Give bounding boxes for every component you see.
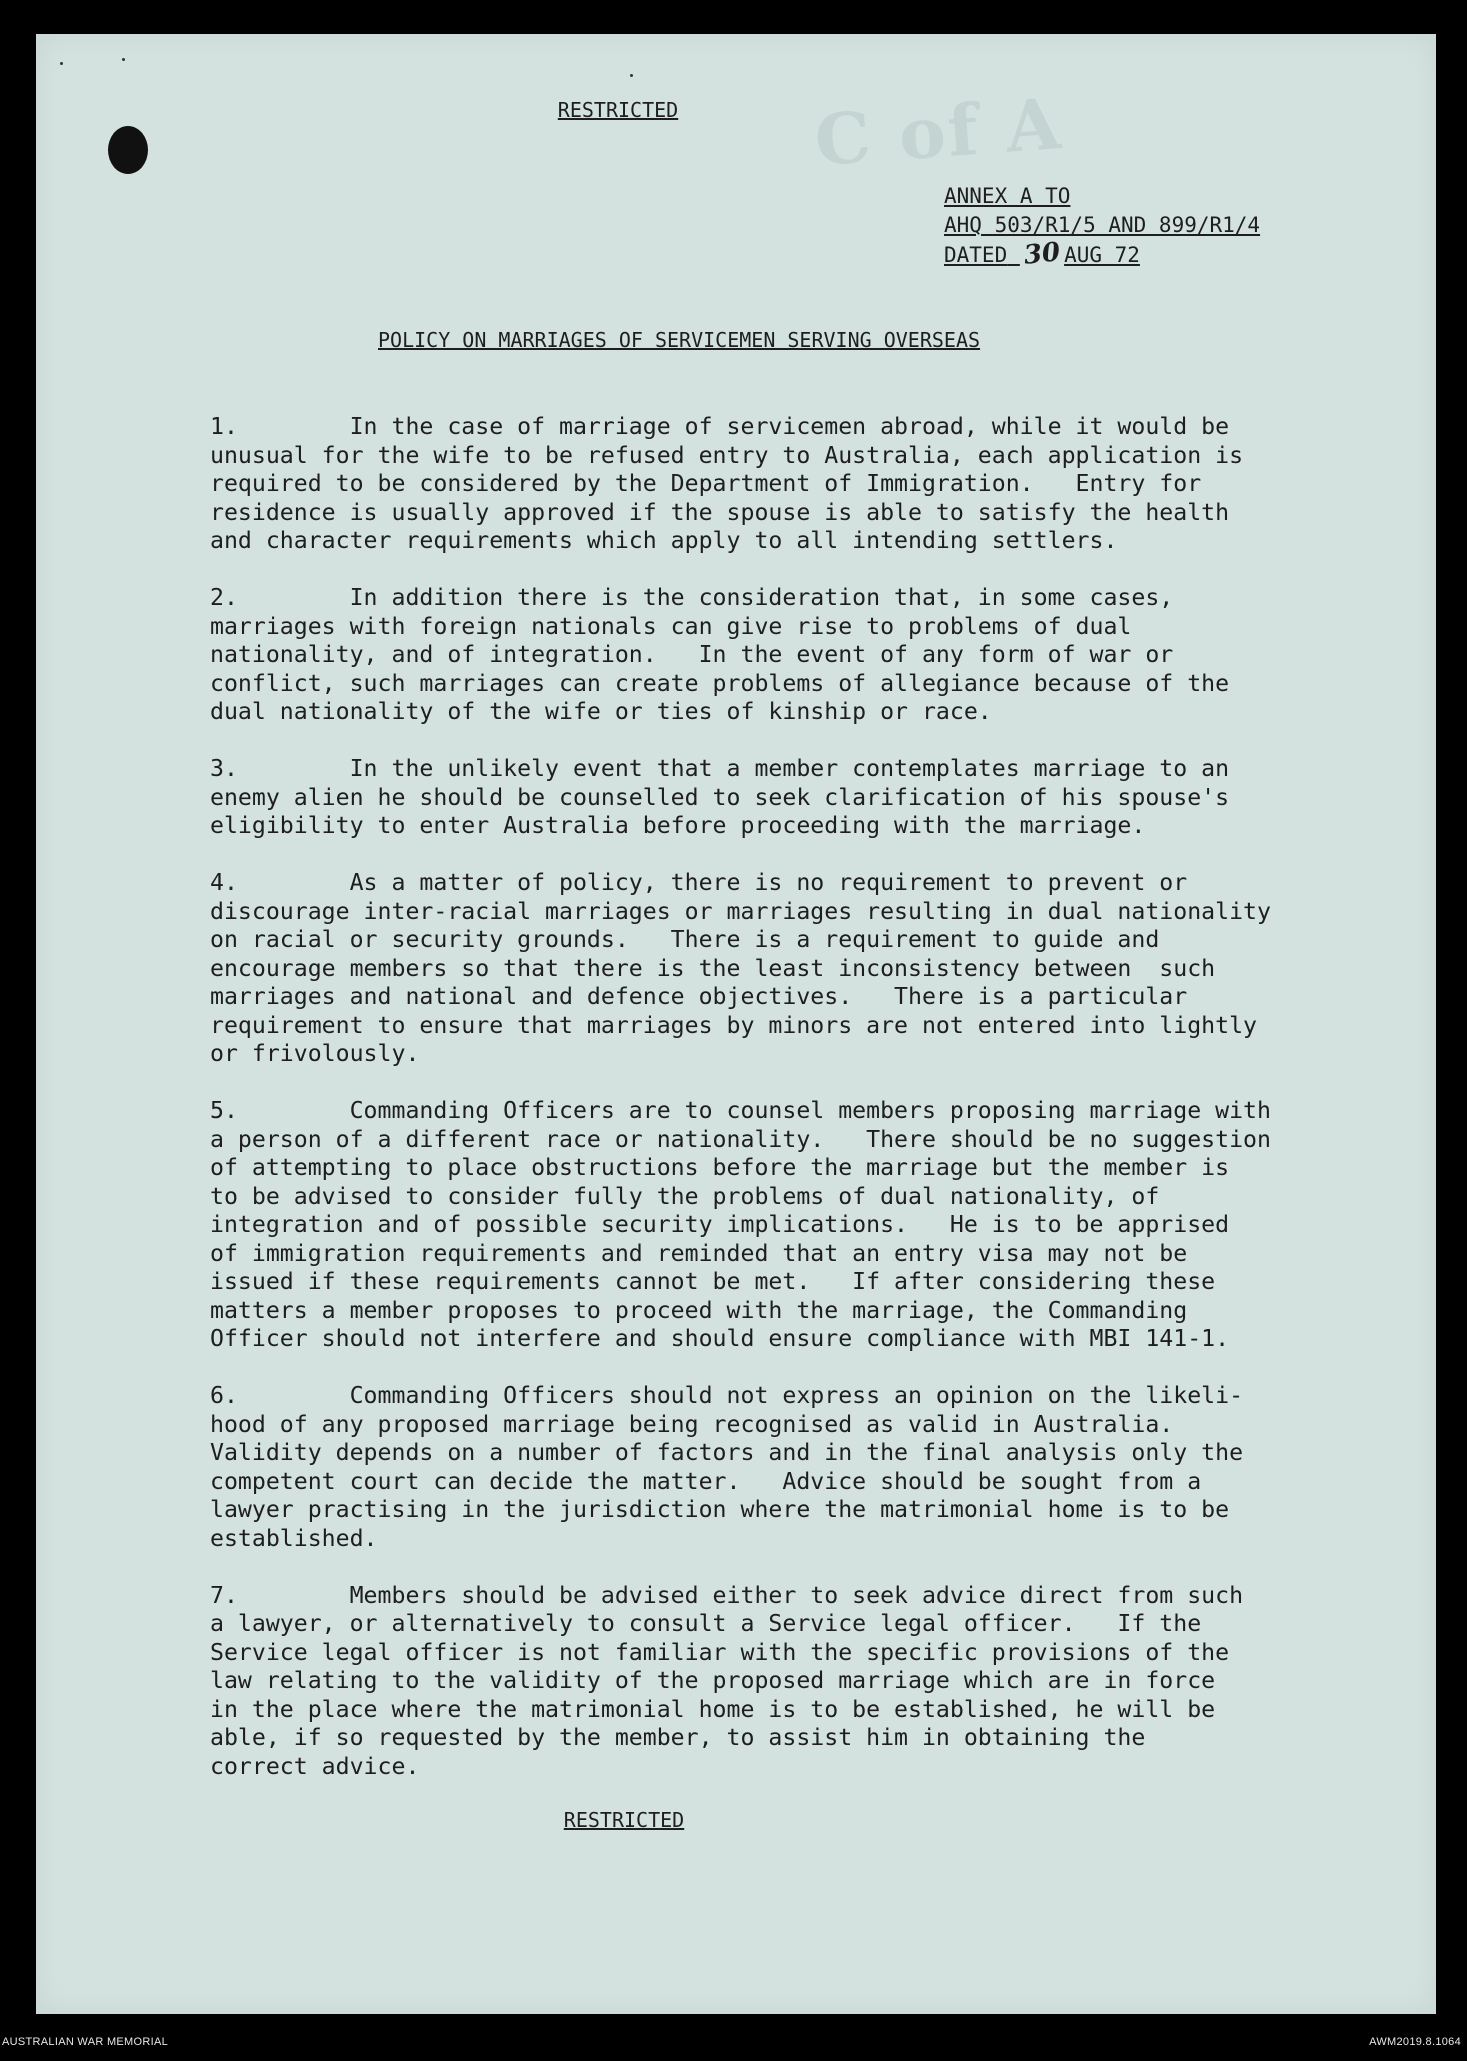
speck — [60, 62, 63, 65]
text-line: marriages and national and defence objectives. There is a particular — [210, 983, 1188, 1010]
text-line: matters a member proposes to proceed with the marriage, the Commanding — [210, 1296, 1188, 1324]
dated-label: DATED — [944, 243, 1008, 267]
annex-date-line — [944, 237, 1364, 271]
paragraph-1 — [210, 413, 1350, 556]
classification-top: RESTRICTED — [557, 98, 679, 122]
watermark-seal: C of A — [812, 82, 1065, 183]
text-line: 2. In addition there is the consideration that, in some cases, — [210, 584, 1174, 611]
text-line: residence is usually approved if the spouse is able to satisfy the health — [210, 498, 1230, 526]
text-line: in the place where the matrimonial home is to be established, he will be — [210, 1695, 1216, 1723]
annex-line-1: ANNEX A TO — [944, 184, 1071, 208]
text-line: marriages with foreign nationals can give rise to problems of dual — [210, 612, 1132, 640]
text-line: discourage inter-racial marriages or marriages resulting in dual nationality — [210, 897, 1271, 925]
text-line: conflict, such marriages can create problems of allegiance because of the — [210, 669, 1230, 697]
text-line: to be advised to consider fully the problems of dual nationality, of — [210, 1182, 1160, 1210]
text-line: able, if so requested by the member, to assist him in obtaining the — [210, 1724, 1146, 1751]
annex-line-2: AHQ 503/R1/5 AND 899/R1/4 — [944, 213, 1261, 237]
paragraph-7 — [210, 1582, 1350, 1782]
text-line: requirement to ensure that marriages by minors are not entered into lightly — [210, 1011, 1258, 1039]
paragraph-6 — [210, 1382, 1350, 1553]
text-line: 7. Members should be advised either to seek advice direct from such — [210, 1581, 1244, 1609]
text-line: required to be considered by the Department of Immigration. Entry for — [210, 470, 1202, 497]
text-line: or frivolously. — [210, 1040, 420, 1067]
text-line: issued if these requirements cannot be met. If after considering these — [210, 1268, 1216, 1295]
document-body — [210, 413, 1350, 1810]
text-line: Validity depends on a number of factors and in the final analysis only the — [210, 1439, 1244, 1466]
punch-hole — [108, 126, 148, 174]
handwritten-day: 30 — [1022, 237, 1062, 271]
document-title: POLICY ON MARRIAGES OF SERVICEMEN SERVING OVERSEAS — [378, 328, 981, 352]
text-line: Officer should not interfere and should ensure compliance with MBI 141-1. — [210, 1325, 1230, 1352]
paragraph-2 — [210, 584, 1350, 727]
text-line: dual nationality of the wife or ties of kinship or race. — [210, 698, 992, 725]
dated-rest: AUG 72 — [1064, 243, 1140, 267]
text-line: correct advice. — [210, 1752, 420, 1780]
text-line: of immigration requirements and reminded that an entry visa may not be — [210, 1239, 1188, 1267]
paragraph-4 — [210, 869, 1350, 1069]
classification-bottom: RESTRICTED — [563, 1808, 685, 1832]
text-line: 5. Commanding Officers are to counsel members proposing marriage with — [210, 1097, 1271, 1124]
text-line: 4. As a matter of policy, there is no requirement to prevent or — [210, 869, 1188, 896]
text-line: lawyer practising in the jurisdiction where the matrimonial home is to be — [210, 1496, 1230, 1523]
text-line: hood of any proposed marriage being recognised as valid in Australia. — [210, 1410, 1174, 1438]
text-line: enemy alien he should be counselled to seek clarification of his spouse's — [210, 783, 1230, 811]
text-line: integration and of possible security implications. He is to be apprised — [210, 1211, 1230, 1238]
annex-reference — [944, 182, 1364, 270]
text-line: 6. Commanding Officers should not express an opinion on the likeli- — [210, 1382, 1244, 1409]
speck — [630, 74, 633, 77]
text-line: 3. In the unlikely event that a member contemplates marriage to an — [210, 755, 1230, 782]
text-line: of attempting to place obstructions before the marriage but the member is — [210, 1154, 1230, 1181]
text-line: competent court can decide the matter. Advice should be sought from a — [210, 1467, 1202, 1495]
text-line: unusual for the wife to be refused entry to Australia, each application is — [210, 441, 1244, 469]
text-line: eligibility to enter Australia before proceeding with the marriage. — [210, 812, 1146, 839]
text-line: on racial or security grounds. There is a requirement to guide and — [210, 926, 1160, 953]
footer-institution: AUSTRALIAN WAR MEMORIAL — [2, 2036, 169, 2048]
text-line: and character requirements which apply to all intending settlers. — [210, 527, 1118, 554]
text-line: a lawyer, or alternatively to consult a Service legal officer. If the — [210, 1610, 1202, 1637]
text-line: a person of a different race or nationality. There should be no suggestion — [210, 1125, 1271, 1153]
paragraph-5 — [210, 1097, 1350, 1354]
text-line: 1. In the case of marriage of servicemen abroad, while it would be — [210, 413, 1230, 440]
paragraph-3 — [210, 755, 1350, 841]
text-line: encourage members so that there is the least inconsistency between such — [210, 954, 1216, 982]
text-line: law relating to the validity of the proposed marriage which are in force — [210, 1667, 1216, 1694]
speck — [122, 58, 125, 61]
footer-accession-number: AWM2019.8.1064 — [1369, 2036, 1461, 2048]
text-line: nationality, and of integration. In the event of any form of war or — [210, 641, 1174, 668]
text-line: Service legal officer is not familiar with the specific provisions of the — [210, 1638, 1230, 1666]
text-line: established. — [210, 1524, 378, 1552]
